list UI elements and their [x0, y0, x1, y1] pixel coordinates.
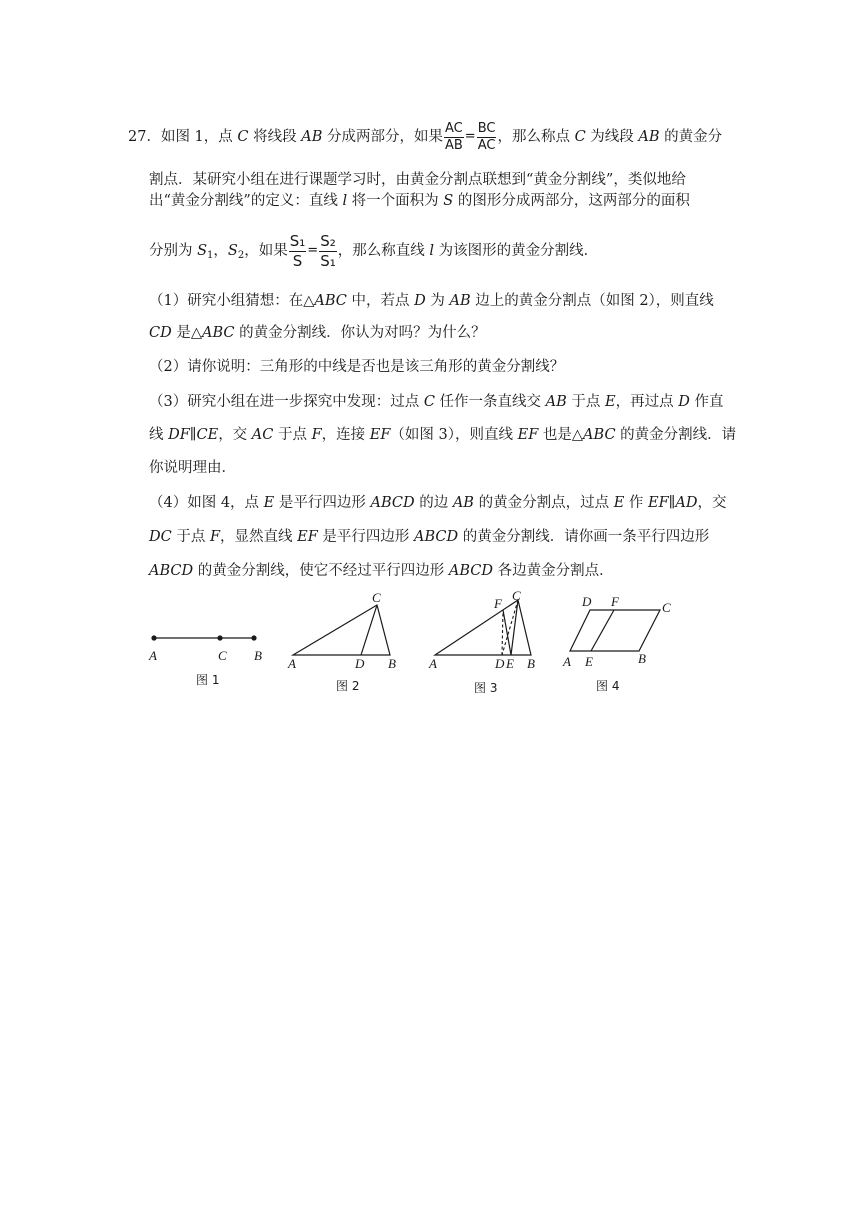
text-span: 将线段	[248, 129, 302, 145]
point-label: C	[423, 394, 435, 410]
label-b: B	[527, 656, 535, 671]
text-span: 为	[425, 293, 450, 309]
fraction-numerator: BC	[477, 120, 496, 136]
figure-1	[148, 635, 262, 687]
fraction-denominator: S₁	[320, 251, 336, 270]
area-label: S	[443, 193, 454, 209]
question-4-line-2	[149, 527, 709, 547]
text-span: （3）研究小组在进一步探究中发现：过点	[149, 394, 424, 410]
label-f: F	[611, 594, 619, 609]
label-b: B	[254, 648, 262, 663]
parallelogram-label: ABCD	[414, 529, 459, 545]
segment-label: CD	[149, 325, 172, 341]
label-a: A	[149, 648, 157, 663]
problem-intro-line-1	[128, 116, 722, 158]
question-3-line-1	[149, 392, 723, 412]
text-span: 你说明理由．	[149, 460, 236, 476]
label-f: F	[494, 596, 502, 611]
segment-label: EF	[297, 529, 318, 545]
text-span: 是△	[171, 325, 202, 341]
text-span: ，那么称点	[497, 129, 575, 145]
text-span: 于点	[273, 427, 312, 443]
text-span: （2）请你说明：三角形的中线是否也是该三角形的黄金分割线？	[149, 359, 565, 375]
label-c: C	[372, 590, 381, 605]
question-4-line-3	[149, 561, 614, 581]
segment-label: AB	[301, 129, 323, 145]
point-label: F	[311, 427, 322, 443]
triangle-label: ABC	[314, 293, 347, 309]
text-span: （4）如图 4，点	[149, 495, 264, 511]
figure-3-caption: 图 3	[474, 681, 498, 695]
point-label: F	[209, 529, 221, 545]
text-span: ，交	[697, 495, 727, 511]
point-c	[217, 635, 222, 640]
label-a: A	[429, 656, 437, 671]
segment-label: CE	[196, 427, 219, 443]
problem-intro-line-2	[149, 170, 686, 190]
label-d: D	[495, 656, 505, 671]
problem-number: 27．	[128, 129, 161, 145]
triangle-label: ABC	[583, 427, 616, 443]
area-label: S	[227, 243, 238, 259]
text-span: ，交	[218, 427, 252, 443]
text-span: 任作一条直线交	[434, 394, 546, 410]
text-span: 的黄金分割点，过点	[473, 495, 614, 511]
label-b: B	[638, 651, 646, 666]
segment-label: DC	[149, 529, 172, 545]
segment-label: AB	[545, 394, 567, 410]
text-span: ，再过点	[615, 394, 679, 410]
label-a: A	[563, 654, 571, 669]
question-3-line-3	[149, 458, 236, 478]
label-a: A	[288, 656, 296, 671]
parallel-symbol: ∥	[189, 427, 197, 443]
label-e: E	[585, 654, 593, 669]
parallelogram-label: ABCD	[149, 563, 194, 579]
text-span: ，连接	[321, 427, 370, 443]
text-span: 的黄金分割线．请	[615, 427, 737, 443]
point-label: D	[414, 293, 426, 309]
segment-label: DF	[168, 427, 190, 443]
text-span: （1）研究小组猜想：在△	[149, 293, 315, 309]
triangle-abc	[293, 605, 390, 655]
text-span: 为线段	[585, 129, 639, 145]
line-label: l	[429, 243, 434, 259]
equals-sign: =	[464, 129, 476, 144]
equals-sign: =	[307, 243, 319, 258]
text-span: 出“黄金分割线”的定义：直线	[149, 193, 343, 209]
fraction-s2-s1	[319, 232, 337, 271]
subscript: 1	[207, 250, 214, 261]
text-span: 线	[149, 427, 169, 443]
question-1-line-2	[149, 323, 486, 343]
parallel-symbol: ∥	[668, 495, 676, 511]
fraction-denominator: AC	[477, 137, 496, 153]
parallelogram-label: ABCD	[448, 563, 493, 579]
text-span: 作	[624, 495, 648, 511]
point-b	[251, 635, 256, 640]
segment-label: AB	[638, 129, 660, 145]
segment-label: AB	[449, 293, 471, 309]
text-span: ，	[213, 243, 228, 259]
segment-label: AB	[452, 495, 474, 511]
text-span: 各边黄金分割点．	[492, 563, 614, 579]
segment-df-dashed	[502, 610, 503, 655]
label-c: C	[512, 588, 521, 603]
figure-2	[287, 590, 396, 693]
problem-intro-line-4	[149, 226, 598, 276]
text-span: 的黄金分割线，使它不经过平行四边形	[193, 563, 449, 579]
text-span: 的黄金分割线．你认为对吗？为什么？	[234, 325, 486, 341]
point-label: E	[263, 495, 275, 511]
fraction-ac-ab	[444, 121, 464, 154]
label-d: D	[582, 594, 592, 609]
point-label: C	[574, 129, 586, 145]
label-e: E	[506, 656, 514, 671]
text-span: 的黄金分割线．请你画一条平行四边形	[458, 529, 710, 545]
text-span: 边上的黄金分割点（如图 2），则直线	[470, 293, 714, 309]
text-span: 如图 1，点	[160, 129, 238, 145]
segment-ef	[591, 610, 614, 651]
text-span: 分成两部分，如果	[322, 129, 443, 145]
figure-1-caption: 图 1	[196, 673, 220, 687]
figure-4-caption: 图 4	[596, 679, 620, 693]
text-span: 中，若点	[346, 293, 415, 309]
label-b: B	[388, 656, 396, 671]
question-3-line-2	[149, 425, 736, 445]
segment-label: AC	[251, 427, 274, 443]
question-4-line-1	[149, 493, 726, 513]
label-c: C	[218, 648, 227, 663]
text-span: 是平行四边形	[317, 529, 414, 545]
triangle-label: ABC	[202, 325, 235, 341]
text-span: 的黄金分	[659, 129, 723, 145]
text-span: 是平行四边形	[274, 495, 371, 511]
question-2-line-1	[149, 357, 564, 377]
figure-3	[428, 588, 535, 695]
fraction-numerator: S₂	[320, 231, 336, 250]
fraction-numerator: AC	[445, 120, 463, 136]
problem-intro-line-3	[149, 191, 690, 211]
point-label: D	[678, 394, 690, 410]
point-a	[151, 635, 156, 640]
segment-label: AD	[675, 495, 698, 511]
fraction-bc-ac	[477, 121, 497, 154]
text-span: 的边	[414, 495, 453, 511]
subscript: 2	[237, 250, 245, 261]
fraction-denominator: S	[292, 251, 303, 270]
fraction-s1-s	[289, 232, 307, 271]
text-span: 于点	[566, 394, 606, 410]
figure-2-caption: 图 2	[336, 679, 360, 693]
fraction-denominator: AB	[444, 137, 463, 153]
question-1-line-1	[149, 291, 714, 311]
text-span: ，如果	[244, 243, 288, 259]
label-d: D	[355, 656, 365, 671]
fraction-numerator: S₁	[289, 231, 306, 250]
text-span: ，那么称直线	[337, 243, 430, 259]
figures-strip	[148, 588, 678, 704]
segment-label: EF	[648, 495, 669, 511]
parallelogram-label: ABCD	[370, 495, 415, 511]
segment-ce	[511, 600, 518, 655]
point-label: E	[613, 495, 625, 511]
text-span: 将一个面积为	[347, 193, 444, 209]
text-span: 割点．某研究小组在进行课题学习时，由黄金分割点联想到“黄金分割线”，类似地给	[149, 172, 686, 188]
area-label: S	[197, 243, 208, 259]
text-span: ，显然直线	[220, 529, 298, 545]
text-span: 的图形分成两部分，这两部分的面积	[453, 193, 690, 209]
point-label: E	[605, 394, 616, 410]
segment-label: EF	[517, 427, 539, 443]
label-c: C	[662, 600, 671, 615]
figure-4	[562, 594, 671, 693]
text-span: 分别为	[149, 243, 198, 259]
segment-label: EF	[369, 427, 391, 443]
line-label: l	[342, 193, 348, 209]
parallelogram-abcd	[570, 610, 660, 651]
point-label: C	[237, 129, 249, 145]
text-span: 于点	[171, 529, 210, 545]
text-span: 作直	[689, 394, 724, 410]
text-span: 为该图形的黄金分割线．	[433, 243, 599, 259]
text-span: （如图 3），则直线	[390, 427, 518, 443]
text-span: 也是△	[538, 427, 584, 443]
